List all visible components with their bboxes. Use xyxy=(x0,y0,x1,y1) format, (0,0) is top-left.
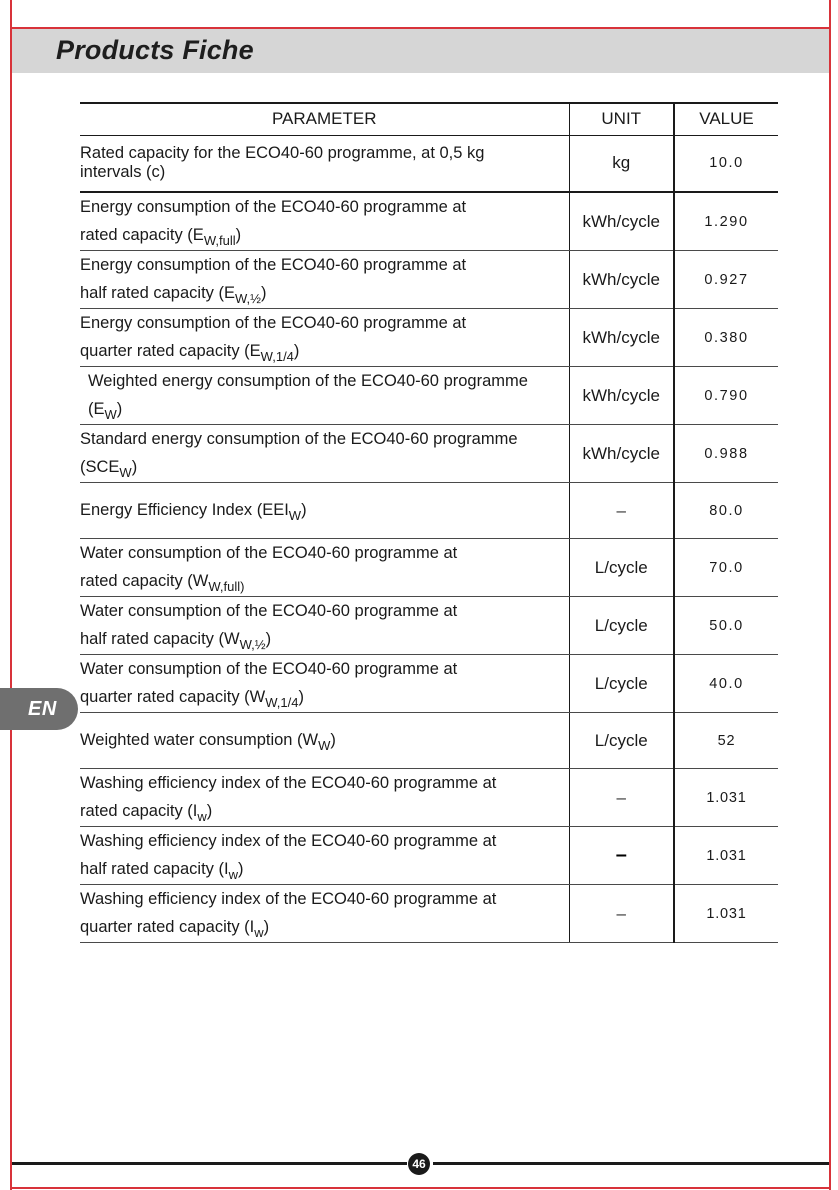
value-cell: 1.031 xyxy=(674,885,778,943)
parameter-close: ) xyxy=(265,630,272,648)
parameter-line1: Washing efficiency index of the ECO40-60 programme at xyxy=(80,890,497,908)
table-row xyxy=(80,425,778,483)
parameter-close: ) xyxy=(263,918,270,936)
parameter-subscript: W,½ xyxy=(239,637,266,652)
parameter-cell xyxy=(80,885,569,943)
column-header-value: VALUE xyxy=(674,103,778,135)
parameter-line2: (E xyxy=(88,400,105,418)
unit-cell: L/cycle xyxy=(569,713,674,769)
parameter-close: ) xyxy=(330,731,336,749)
parameter-subscript: W,1/4 xyxy=(260,349,294,364)
parameter-close: ) xyxy=(293,342,300,360)
unit-cell: kWh/cycle xyxy=(569,309,674,367)
value-cell: 0.790 xyxy=(674,367,778,425)
table-row xyxy=(80,655,778,713)
unit-cell: kWh/cycle xyxy=(569,251,674,309)
table-row xyxy=(80,885,778,943)
unit-cell: L/cycle xyxy=(569,655,674,713)
table-row xyxy=(80,192,778,251)
table-row xyxy=(80,827,778,885)
parameter-line1: Water consumption of the ECO40-60 programme at xyxy=(80,544,458,562)
footer-rule-right xyxy=(433,1162,829,1165)
parameter-cell xyxy=(80,769,569,827)
value-cell: 52 xyxy=(674,713,778,769)
parameter-cell xyxy=(80,713,569,769)
value-cell: 40.0 xyxy=(674,655,778,713)
parameter-line1: Energy consumption of the ECO40-60 programme at xyxy=(80,256,467,274)
parameter-subscript: W xyxy=(104,407,117,422)
table-row xyxy=(80,597,778,655)
table-row xyxy=(80,309,778,367)
table-row xyxy=(80,251,778,309)
table-row xyxy=(80,483,778,539)
parameter-subscript: W xyxy=(288,508,302,523)
parameter-line2: rated capacity (W xyxy=(80,572,209,590)
language-tab-label: EN xyxy=(28,698,57,720)
parameter-line1: Energy consumption of the ECO40-60 programme at xyxy=(80,314,467,332)
parameter-line2: intervals (c) xyxy=(80,163,166,182)
parameter-close: ) xyxy=(206,802,213,820)
parameter-line2: Weighted water consumption (W xyxy=(80,731,319,749)
table-row xyxy=(80,713,778,769)
column-header-parameter: PARAMETER xyxy=(80,103,569,135)
value-cell: 50.0 xyxy=(674,597,778,655)
parameter-line2: quarter rated capacity (E xyxy=(80,342,261,360)
parameter-line2: Energy Efficiency Index (EEI xyxy=(80,501,289,519)
page-number: 46 xyxy=(408,1153,430,1175)
parameter-cell xyxy=(80,309,569,367)
parameter-close: ) xyxy=(116,400,123,418)
parameter-line2: rated capacity (E xyxy=(80,226,204,244)
parameter-cell xyxy=(80,135,569,192)
parameter-cell xyxy=(80,827,569,885)
parameter-close: ) xyxy=(261,284,267,302)
parameter-close: ) xyxy=(235,226,242,244)
parameter-subscript: w xyxy=(228,867,238,882)
value-cell: 0.380 xyxy=(674,309,778,367)
parameter-subscript: W xyxy=(119,465,132,480)
parameter-cell xyxy=(80,192,569,251)
unit-cell: – xyxy=(569,769,674,827)
parameter-subscript: W,1/4 xyxy=(265,695,299,710)
parameter-line2: half rated capacity (I xyxy=(80,860,229,878)
parameter-close: ) xyxy=(301,501,307,519)
table-header-row xyxy=(80,103,778,135)
value-cell: 10.0 xyxy=(674,135,778,192)
value-cell: 1.031 xyxy=(674,827,778,885)
value-cell: 70.0 xyxy=(674,539,778,597)
value-cell: 0.927 xyxy=(674,251,778,309)
value-cell: 1.290 xyxy=(674,192,778,251)
unit-cell: kWh/cycle xyxy=(569,425,674,483)
column-header-unit: UNIT xyxy=(569,103,674,135)
table-row xyxy=(80,367,778,425)
parameter-line1: Water consumption of the ECO40-60 programme at xyxy=(80,602,458,620)
parameter-cell xyxy=(80,539,569,597)
parameter-cell xyxy=(80,251,569,309)
unit-cell: – xyxy=(569,483,674,539)
parameter-line2: quarter rated capacity (I xyxy=(80,918,255,936)
table-row xyxy=(80,539,778,597)
value-cell: 1.031 xyxy=(674,769,778,827)
table-row xyxy=(80,135,778,192)
page-title: Products Fiche xyxy=(56,35,254,65)
page-border-bottom xyxy=(10,1187,831,1189)
parameter-line2: rated capacity (I xyxy=(80,802,198,820)
parameter-close: ) xyxy=(237,860,244,878)
parameter-cell xyxy=(80,655,569,713)
parameter-line1: Water consumption of the ECO40-60 programme at xyxy=(80,660,458,678)
parameter-line2: quarter rated capacity (W xyxy=(80,688,266,706)
parameter-cell xyxy=(80,483,569,539)
unit-cell: – xyxy=(569,885,674,943)
parameter-line2: (SCE xyxy=(80,458,120,476)
parameter-subscript: W,½ xyxy=(235,291,262,306)
parameter-close: ) xyxy=(298,688,304,706)
page-border-right xyxy=(829,0,831,1190)
parameter-cell xyxy=(80,597,569,655)
parameter-subscript: w xyxy=(254,925,264,940)
value-cell: 80.0 xyxy=(674,483,778,539)
parameter-line2: half rated capacity (E xyxy=(80,284,235,302)
parameter-line1: Washing efficiency index of the ECO40-60 programme at xyxy=(80,832,497,850)
unit-cell: L/cycle xyxy=(569,539,674,597)
unit-cell: kWh/cycle xyxy=(569,192,674,251)
parameter-cell xyxy=(80,425,569,483)
parameter-subscript: W xyxy=(318,738,331,753)
parameter-close: ) xyxy=(131,458,138,476)
footer-rule-left xyxy=(12,1162,407,1165)
unit-cell: L/cycle xyxy=(569,597,674,655)
parameter-line1: Washing efficiency index of the ECO40-60 programme at xyxy=(80,774,497,792)
page-border-left xyxy=(10,0,12,1190)
unit-cell: kWh/cycle xyxy=(569,367,674,425)
parameter-subscript: W,full) xyxy=(208,579,245,594)
parameter-line2: half rated capacity (W xyxy=(80,630,240,648)
value-cell: 0.988 xyxy=(674,425,778,483)
parameter-line1: Energy consumption of the ECO40-60 programme at xyxy=(80,198,467,216)
table-row xyxy=(80,769,778,827)
parameter-line1: Rated capacity for the ECO40-60 programme, at 0,5 kg xyxy=(80,144,485,163)
unit-cell: kg xyxy=(569,135,674,192)
parameter-subscript: w xyxy=(197,809,207,824)
parameter-line1: Standard energy consumption of the ECO40-60 programme xyxy=(80,430,518,448)
unit-cell: – xyxy=(569,827,674,885)
product-fiche-table xyxy=(80,102,778,943)
parameter-cell xyxy=(80,367,569,425)
parameter-subscript: W,full xyxy=(203,233,236,248)
parameter-line1: Weighted energy consumption of the ECO40-60 programme xyxy=(88,372,528,390)
